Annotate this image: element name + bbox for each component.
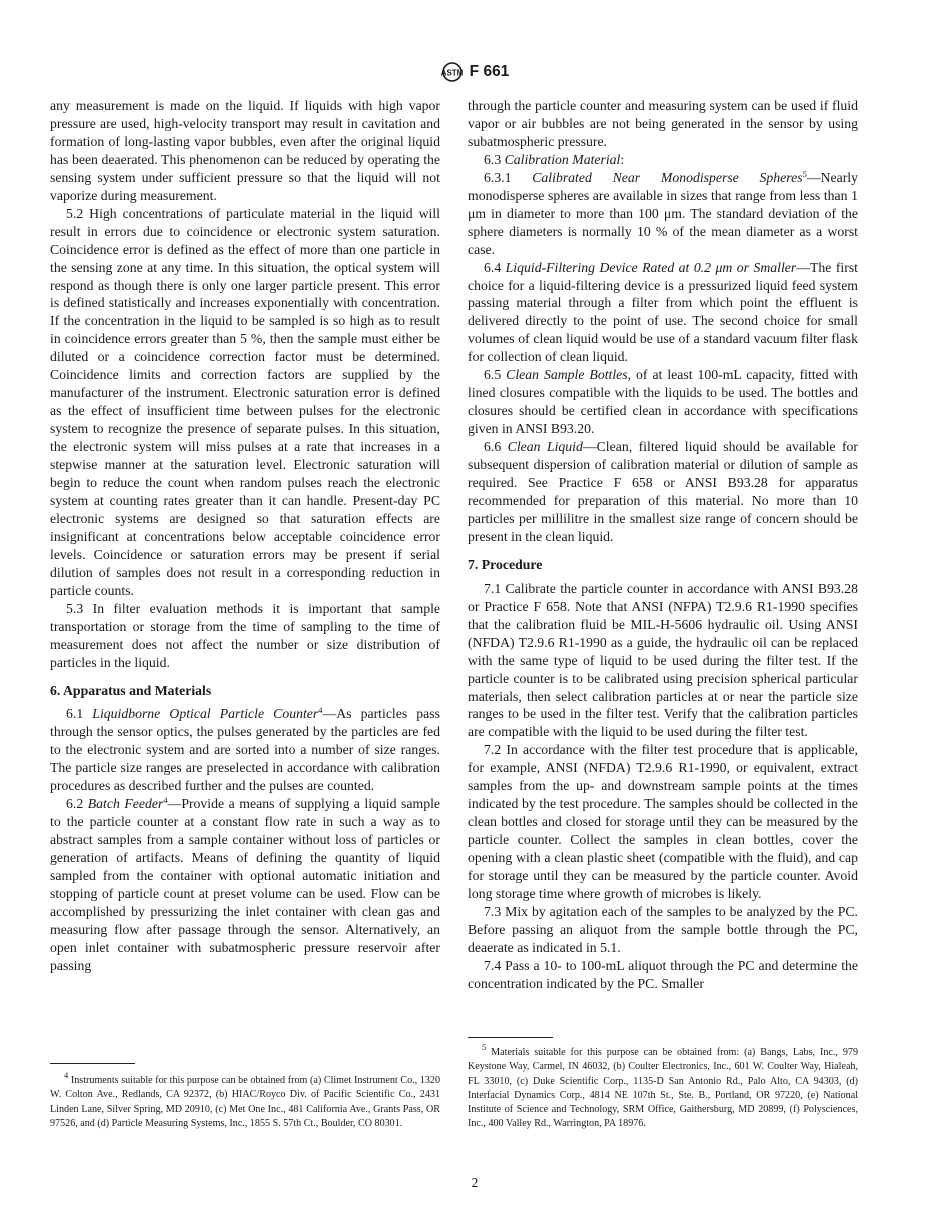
paragraph-6-4: 6.4 Liquid-Filtering Device Rated at 0.2 μm or Smaller—The first choice for a liquid-filtering device is a pressurized liquid feed system passing material through a filter from which point the effluent is delivered directly to the point of use. The second choice for small volumes of clean liquid would be use of a standard vacuum filter flask for collection of clean liquid. bbox=[468, 259, 858, 365]
section-heading-7: 7. Procedure bbox=[468, 556, 543, 572]
document-number: F 661 bbox=[469, 63, 510, 80]
paragraph-continuation: any measurement is made on the liquid. If liquids with high vapor pressure are used, high-velocity transport may result in cavitation and formation of long-lasting vapor bubbles, even after the original liquid has been deaerated. This phenomenon can be reduced by operating the sensing system under sufficient pressure so that the liquid will not vaporize during measurement. bbox=[50, 98, 440, 203]
page-number: 2 bbox=[471, 1175, 479, 1190]
paragraph-6-2: 6.2 Batch Feeder$^4$—Provide a means of supplying a liquid sample to the particle counter at a constant flow rate in such a way as to abstract samples from a sample container without loss of particles or generation of artifacts. Means of defining the quantity of liquid sampled from the container with optional automatic initiation and stopping of particle count at preset volume can be used. Flow can be accomplished by pressurizing the inlet container with clean gas and measuring flow after passage through the sensor. Alternatively, an open inlet container with subatmospheric pressure reservoir after passing bbox=[50, 795, 440, 973]
footnote-4: $^4$ Instruments suitable for this purpose can be obtained from (a) Climet Instrument Co., 1320 W. Colton Ave., Redlands, CA 92372, (b) HIAC/Royco Div. of Pacific Scientific Co., 2431 Linden Lane, Silver Spring, MD 20910, (c) Met One Inc., 481 California Ave., Grants Pass, OR 97526, and (d) Particle Measuring Systems, Inc., 1855 S. 57th Ct., Boulder, CO 80301. bbox=[50, 1070, 440, 1129]
paragraph-5-3: 5.3 In filter evaluation methods it is important that sample transportation or storage from the time of sampling to the time of measurement does not affect the number or size distribution of particles in the liquid. bbox=[50, 600, 440, 670]
paragraph-5-2: 5.2 High concentrations of particulate material in the liquid will result in errors due to coincidence or electronic system saturation. Coincidence error is defined as the effect of more than one particle in the sensing zone at any time. In this situation, the optical system will respond as though there is only one larger particle present. This error is defined statistically and increases exponentially with concentration. If the concentration in the liquid to be sampled is so high as to result in coincidence errors greater than 5 %, then the sample must either be diluted or a coincidence correction factor must be determined. Coincidence limits and correction factors are supplied by the manufacturer of the instrument. Electronic saturation error is defined as the effect of insufficient time between pulses for the electronic system to recognize the presence of separate pulses. In this situation, the electronic system will miss pulses at a rate that increases in a stepwise manner at the saturation level. Electronic saturation will begin to reduce the count when random pulses reach the electronic system at counting rates greater than it can handle. Present-day PC electronic systems are designed so that saturation effects are insignificant at concentrations below acceptable coincidence error levels. Coincidence or saturation errors may be present if serial dilution of samples does not result in a corresponding reduction in particle counts. bbox=[50, 205, 440, 598]
right-column bbox=[468, 97, 858, 993]
paragraph-7-2: 7.2 In accordance with the filter test procedure that is applicable, for example, ANSI (NFDA) T2.9.6 R1-1990, or equivalent, extract samples from the up- and downstream sample points at the times indicated by the test procedure. The samples should be collected in the clean bottles and closed for storage until they can be measured by the particle counter. Collect the samples in clean bottles, cover the opening with a clean plastic sheet (compatible with the fluid), and cap for storage until they can be measured by the particle counter. Avoid long storage time where growth of microbes is likely. bbox=[468, 742, 858, 901]
paragraph-6-6: 6.6 Clean Liquid—Clean, filtered liquid should be available for subsequent dispersion of calibration material or dilution of sample as required. See Practice F 658 or ANSI B93.28 for apparatus recommended for preparation of this material. No more than 10 particles per millilitre in the smallest size range of concern should be present in the clean liquid. bbox=[468, 439, 858, 544]
footnote-divider bbox=[50, 1063, 135, 1064]
page-header bbox=[0, 62, 950, 82]
paragraph-7-4: 7.4 Pass a 10- to 100-mL aliquot through the PC and determine the concentration indicated by the PC. Smaller bbox=[468, 957, 858, 991]
footnote-divider bbox=[468, 1037, 553, 1038]
paragraph-6-5: 6.5 Clean Sample Bottles, of at least 100-mL capacity, fitted with lined closures compatible with the liquids to be used. The bottles and closures should be certified clean in accordance with specifications given in ANSI B93.20. bbox=[468, 367, 858, 437]
section-heading-6: 6. Apparatus and Materials bbox=[50, 682, 212, 698]
paragraph-7-3: 7.3 Mix by agitation each of the samples to be analyzed by the PC. Before passing an aliquot from the sample bottle through the PC, deaerate as indicated in 5.1. bbox=[468, 903, 858, 955]
footnote-ref-4: 4 bbox=[163, 795, 168, 806]
paragraph-6-1: 6.1 Liquidborne Optical Particle Counter$^4$—As particles pass through the sensor optics, the pulses generated by the particles are fed to the electronic system and are sorted into a number of size ranges. The particle size ranges are preselected in accordance with calibration procedures as described further and the pulses are counted. bbox=[50, 705, 440, 794]
footnote-5: $^5$ Materials suitable for this purpose can be obtained from: (a) Bangs, Labs, Inc., 979 Keystone Way, Carmel, IN 46032, (b) Coulter Electronics, Inc., 601 W. Coulter Way, Hialeah, FL 33010, (c) Duke Scientific Corp., 1135-D San Antonio Rd., Palo Alto, CA 94303, (d) Interfacial Dynamics Corp., 4814 NE 107th St., Ste. B., Portland, OR 97220, (e) National Institute of Science and Technology, SRM Office, Gaithersburg, MD 20899, (f) Polysciences, Inc., 400 Valley Rd., Warrington, PA 18976. bbox=[468, 1042, 858, 1130]
footnote-ref-5: 5 bbox=[802, 168, 807, 179]
astm-logo-icon bbox=[441, 62, 463, 82]
svg-text:ASTM: ASTM bbox=[440, 68, 463, 78]
footnote-ref-4: 4 bbox=[318, 705, 323, 716]
paragraph-continuation: through the particle counter and measuring system can be used if fluid vapor or air bubbles are not being generated in the sensor by using subatmospheric pressure. bbox=[468, 98, 858, 149]
paragraph-6-3: 6.3 Calibration Material: bbox=[484, 151, 625, 167]
paragraph-7-1: 7.1 Calibrate the particle counter in accordance with ANSI B93.28 or Practice F 658. Note that ANSI (NFPA) T2.9.6 R1-1990 specifies that the calibration fluid be MIL-H-5606 hydraulic oil. Using ANSI (NFDA) T2.9.6 R1-1990 as a guide, the hydraulic oil can be replaced with the same type of liquid to be used during the filter test. If the particle counter is to be calibrated using precision spherical particular materials, then select calibration particles at or near the particle size ranges to be used in the filter test. Verify that the calibration particles are compatible with the liquid to be used during the filter test. bbox=[468, 580, 858, 740]
paragraph-6-3-1: 6.3.1 Calibrated Near Monodisperse Spheres$^5$—Nearly monodisperse spheres are available in sizes that range from less than 1 μm in diameter to more than 100 μm. The standard deviation of the sphere diameters is normally 10 % of the mean diameter as a worst case. bbox=[468, 168, 858, 257]
left-column bbox=[50, 97, 440, 975]
